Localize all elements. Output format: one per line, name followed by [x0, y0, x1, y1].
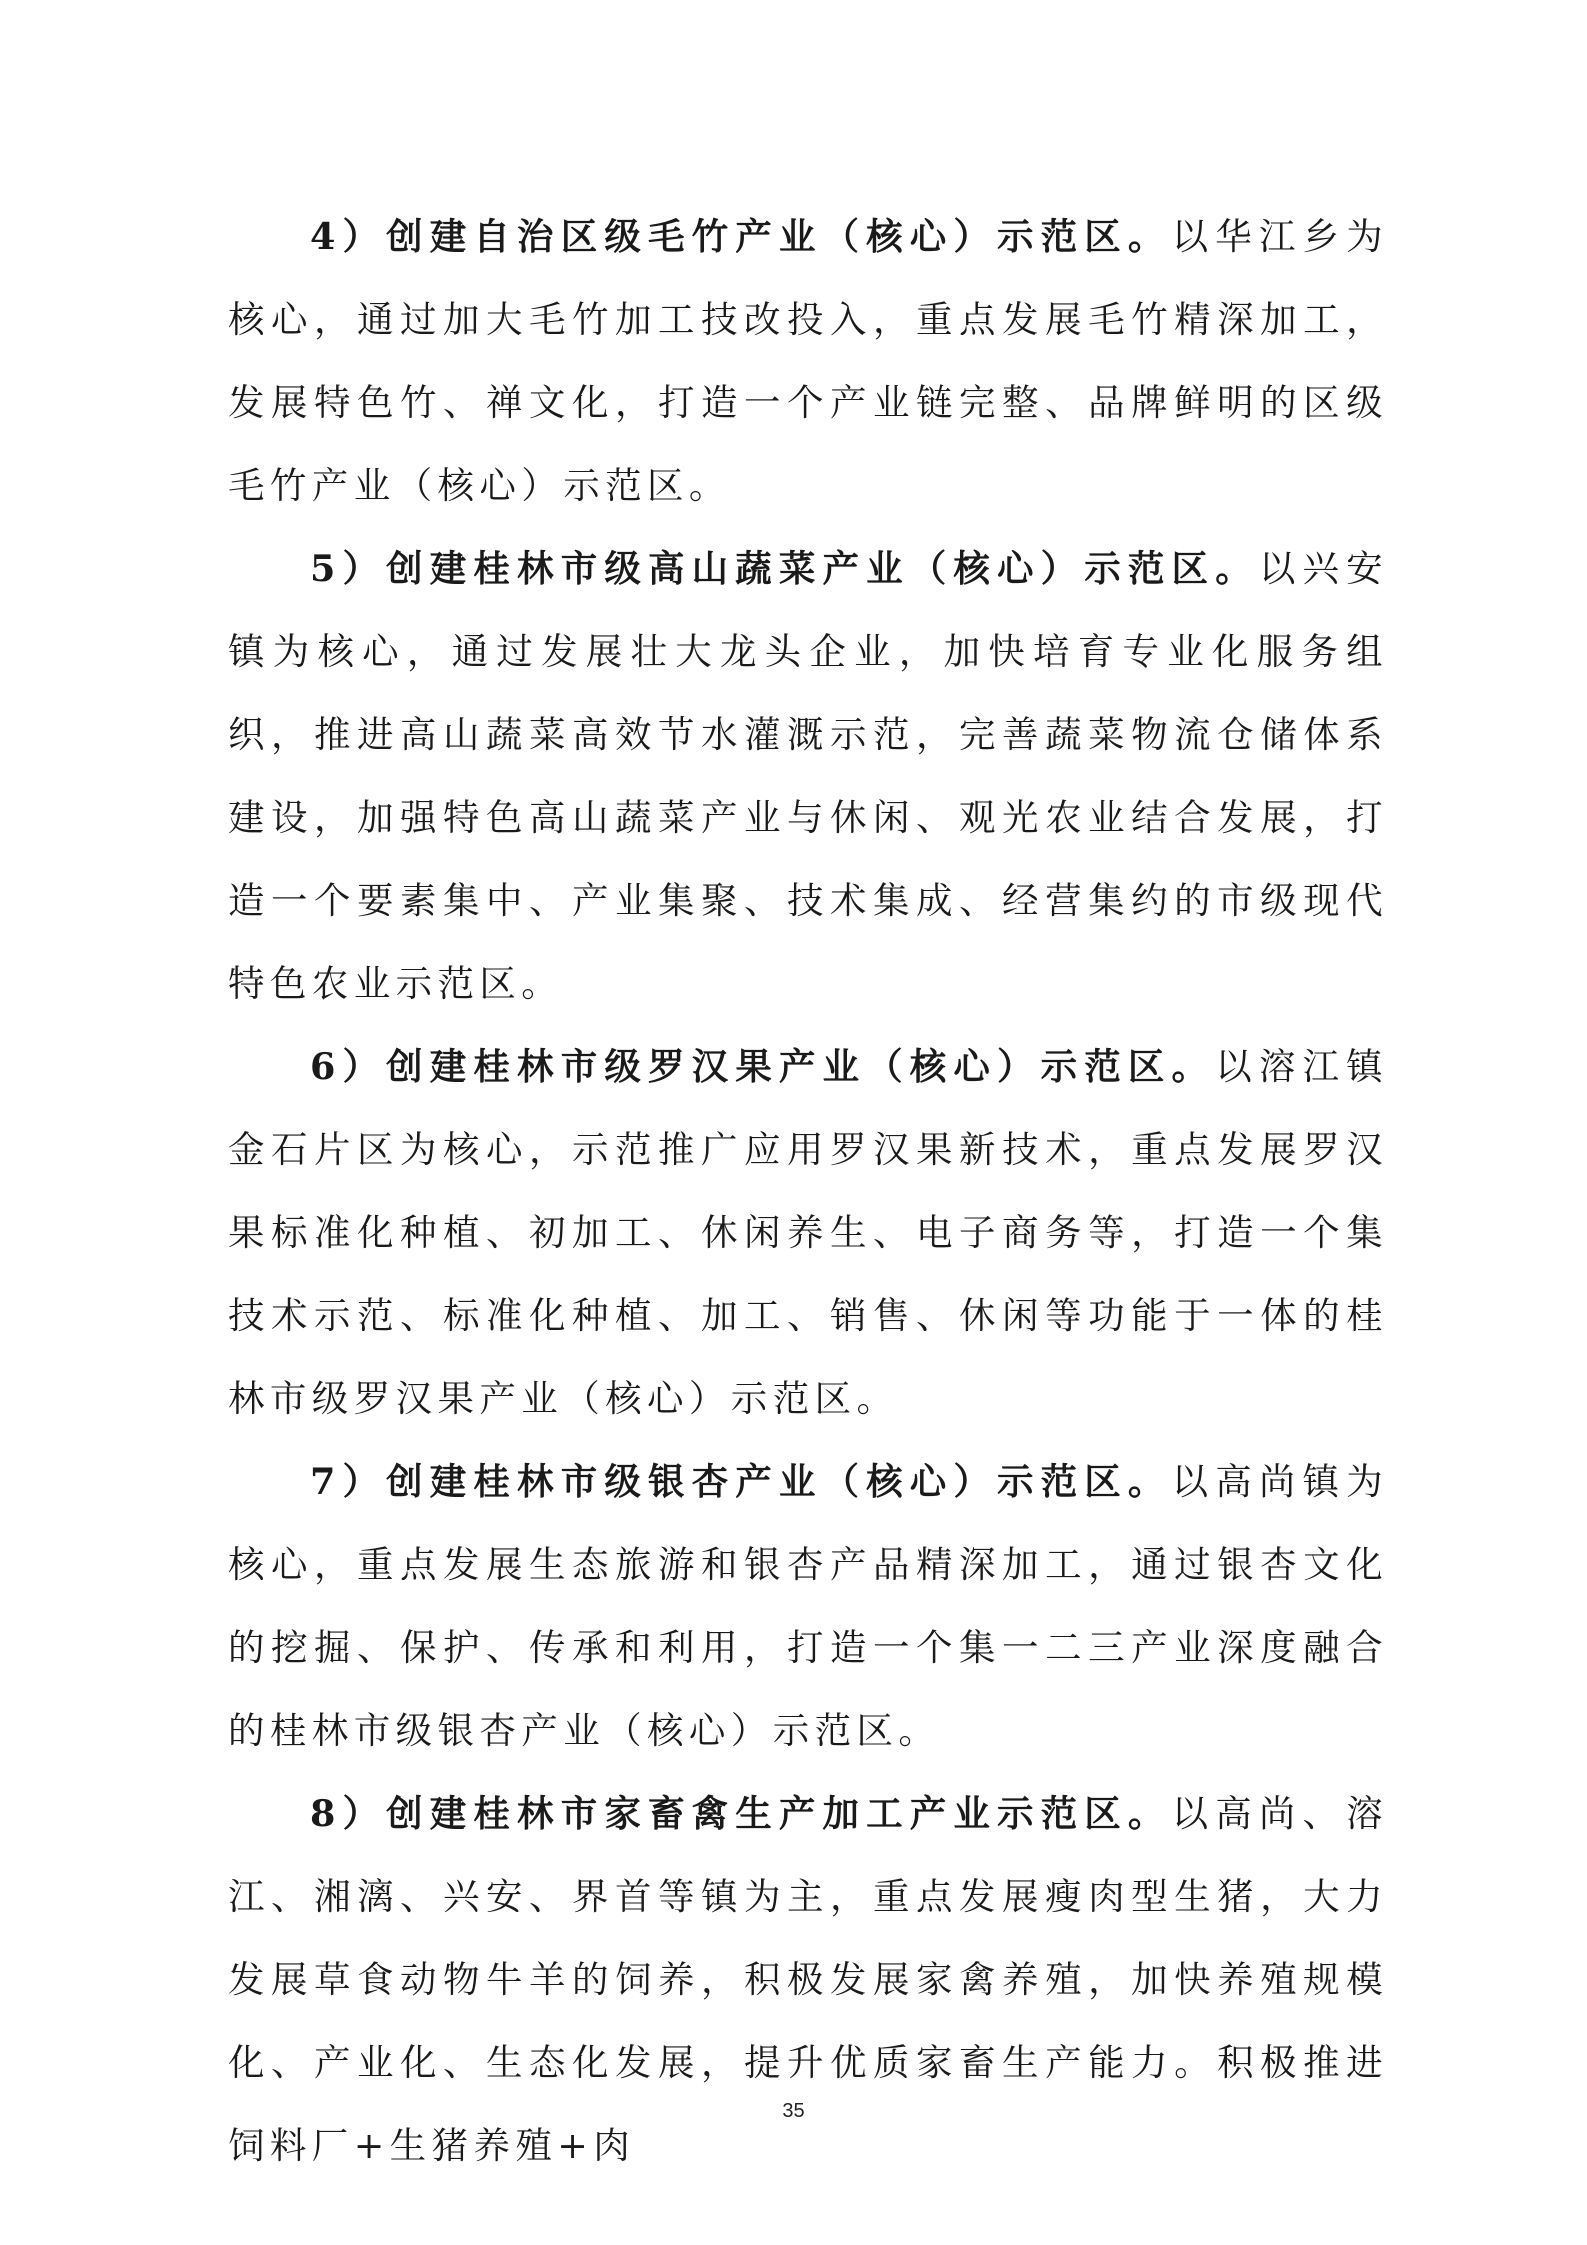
document-body	[228, 195, 1388, 2187]
paragraph-heading: 4）创建自治区级毛竹产业（核心）示范区。	[310, 215, 1172, 258]
paragraph-ginkgo	[228, 1440, 1388, 1772]
paragraph-text: 以华江乡为核心，通过加大毛竹加工技改投入，重点发展毛竹精深加工，发展特色竹、禅文化，打造一个产业链完整、品牌鲜明的区级毛竹产业（核心）示范区。	[228, 215, 1388, 507]
paragraph-heading: 7）创建桂林市级银杏产业（核心）示范区。	[310, 1460, 1172, 1503]
paragraph-heading: 6）创建桂林市级罗汉果产业（核心）示范区。	[310, 1045, 1216, 1088]
paragraph-vegetables	[228, 527, 1388, 1025]
paragraph-heading: 5）创建桂林市级高山蔬菜产业（核心）示范区。	[310, 547, 1259, 590]
page-number: 35	[782, 2100, 805, 2122]
paragraph-livestock	[228, 1772, 1388, 2187]
paragraph-text: 以高尚、溶江、湘漓、兴安、界首等镇为主，重点发展瘦肉型生猪，大力发展草食动物牛羊的饲养，积极发展家禽养殖，加快养殖规模化、产业化、生态化发展，提升优质家畜生产能力。积极推进饲料厂+生猪养殖+肉	[228, 1792, 1388, 2167]
paragraph-maozhu	[228, 195, 1388, 527]
paragraph-text: 以溶江镇金石片区为核心，示范推广应用罗汉果新技术，重点发展罗汉果标准化种植、初加工、休闲养生、电子商务等，打造一个集技术示范、标准化种植、加工、销售、休闲等功能于一体的桂林市级罗汉果产业（核心）示范区。	[228, 1045, 1389, 1420]
paragraph-luohanguo	[228, 1025, 1388, 1440]
paragraph-text: 以高尚镇为核心，重点发展生态旅游和银杏产品精深加工，通过银杏文化的挖掘、保护、传承和利用，打造一个集一二三产业深度融合的桂林市级银杏产业（核心）示范区。	[228, 1460, 1388, 1752]
paragraph-heading: 8）创建桂林市家畜禽生产加工产业示范区。	[310, 1792, 1172, 1835]
paragraph-text: 以兴安镇为核心，通过发展壮大龙头企业，加快培育专业化服务组织，推进高山蔬菜高效节水灌溉示范，完善蔬菜物流仓储体系建设，加强特色高山蔬菜产业与休闲、观光农业结合发展，打造一个要素集中、产业集聚、技术集成、经营集约的市级现代特色农业示范区。	[228, 547, 1388, 1005]
